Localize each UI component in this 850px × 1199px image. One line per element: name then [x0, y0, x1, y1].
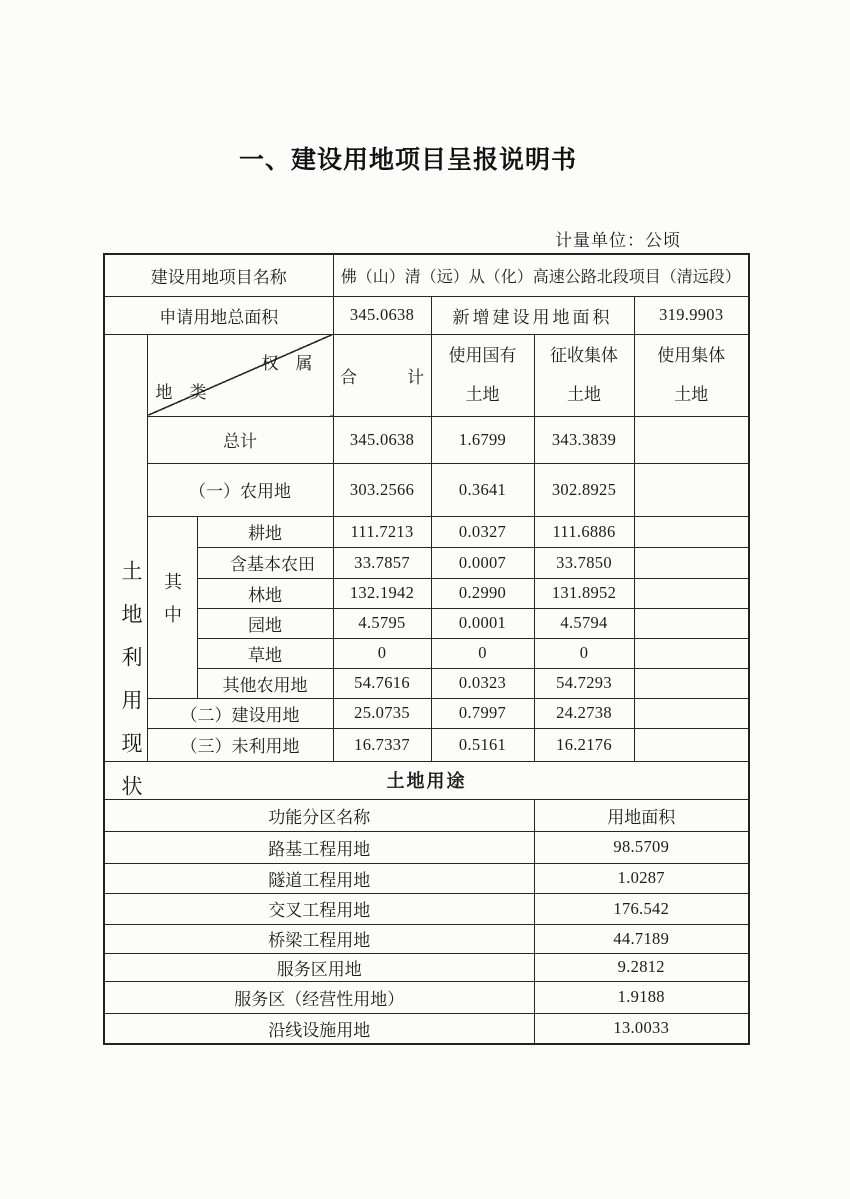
row-label: （三）未利用地 — [147, 728, 333, 761]
new-area-value: 319.9903 — [634, 296, 749, 334]
table-row — [104, 296, 749, 334]
cell-value: 33.7850 — [534, 547, 634, 578]
row-label: 含基本农田 — [197, 547, 333, 578]
usage-name-header: 功能分区名称 — [104, 799, 534, 831]
total-area-value: 345.0638 — [333, 296, 431, 334]
diagonal-ownership-label: 权属 — [261, 353, 330, 373]
total-area-label: 申请用地总面积 — [104, 296, 333, 334]
cell-empty — [634, 698, 749, 728]
usage-row-area: 13.0033 — [534, 1013, 749, 1044]
cell-empty — [634, 416, 749, 463]
project-name-label: 建设用地项目名称 — [104, 254, 333, 296]
cell-empty — [634, 578, 749, 608]
project-name-value: 佛（山）清（远）从（化）高速公路北段项目（清远段） — [333, 254, 749, 296]
new-area-label: 新增建设用地面积 — [431, 296, 634, 334]
cell-value: 16.7337 — [333, 728, 431, 761]
cell-value: 345.0638 — [333, 416, 431, 463]
table-row — [104, 728, 749, 761]
cell-empty — [634, 728, 749, 761]
row-label: 园地 — [197, 608, 333, 638]
table-row — [104, 981, 749, 1013]
cell-value: 111.7213 — [333, 516, 431, 547]
row-label: （二）建设用地 — [147, 698, 333, 728]
cell-value: 132.1942 — [333, 578, 431, 608]
cell-value: 0.0001 — [431, 608, 534, 638]
table-row — [104, 638, 749, 668]
usage-row-name: 沿线设施用地 — [104, 1013, 534, 1044]
row-label: （一）农用地 — [147, 463, 333, 516]
table-header-row — [104, 334, 749, 416]
land-report-table — [103, 253, 750, 1045]
measurement-unit-note: 计量单位：公顷 — [555, 231, 681, 250]
table-row — [104, 831, 749, 863]
cell-value: 0.2990 — [431, 578, 534, 608]
usage-row-name: 交叉工程用地 — [104, 893, 534, 924]
table-row — [104, 863, 749, 893]
diagonal-header-cell — [147, 334, 333, 416]
cell-value: 24.2738 — [534, 698, 634, 728]
usage-row-name: 桥梁工程用地 — [104, 924, 534, 953]
cell-empty — [634, 547, 749, 578]
usage-row-area: 9.2812 — [534, 953, 749, 981]
vertical-label-land-use-status: 土地利用现状 — [119, 560, 143, 818]
cell-value: 16.2176 — [534, 728, 634, 761]
cell-value: 0 — [333, 638, 431, 668]
usage-row-area: 1.0287 — [534, 863, 749, 893]
cell-value: 54.7293 — [534, 668, 634, 698]
row-label: 耕地 — [197, 516, 333, 547]
table-row — [104, 516, 749, 547]
usage-row-name: 路基工程用地 — [104, 831, 534, 863]
cell-value: 0.5161 — [431, 728, 534, 761]
cell-empty — [634, 638, 749, 668]
cell-value: 0.0323 — [431, 668, 534, 698]
table-row — [104, 924, 749, 953]
row-label: 林地 — [197, 578, 333, 608]
row-label: 草地 — [197, 638, 333, 668]
cell-value: 0.7997 — [431, 698, 534, 728]
cell-value: 111.6886 — [534, 516, 634, 547]
land-usage-section-title: 土地用途 — [104, 761, 749, 799]
usage-row-area: 176.542 — [534, 893, 749, 924]
table-row — [104, 608, 749, 638]
cell-value: 0.3641 — [431, 463, 534, 516]
cell-value: 54.7616 — [333, 668, 431, 698]
cell-value: 0 — [534, 638, 634, 668]
cell-value: 302.8925 — [534, 463, 634, 516]
table-row — [104, 416, 749, 463]
usage-row-name: 隧道工程用地 — [104, 863, 534, 893]
cell-value: 4.5794 — [534, 608, 634, 638]
col-header-total: 合计 — [333, 334, 431, 416]
col-header-state-owned: 使用国有 土地 — [431, 334, 534, 416]
usage-row-area: 1.9188 — [534, 981, 749, 1013]
usage-row-area: 44.7189 — [534, 924, 749, 953]
table-row — [104, 668, 749, 698]
usage-row-area: 98.5709 — [534, 831, 749, 863]
table-row — [104, 547, 749, 578]
table-row — [104, 953, 749, 981]
table-row — [104, 1013, 749, 1044]
cell-value: 303.2566 — [333, 463, 431, 516]
table-row — [104, 893, 749, 924]
cell-empty — [634, 608, 749, 638]
row-label: 总计 — [147, 416, 333, 463]
table-header-row — [104, 799, 749, 831]
cell-value: 25.0735 — [333, 698, 431, 728]
col-header-collective-use: 使用集体 土地 — [634, 334, 749, 416]
cell-value: 4.5795 — [333, 608, 431, 638]
col-header-collective-requisition: 征收集体 土地 — [534, 334, 634, 416]
usage-row-name: 服务区（经营性用地） — [104, 981, 534, 1013]
cell-value: 0 — [431, 638, 534, 668]
cell-value: 0.0327 — [431, 516, 534, 547]
cell-empty — [634, 516, 749, 547]
section-header-row — [104, 761, 749, 799]
cell-value: 1.6799 — [431, 416, 534, 463]
cell-value: 33.7857 — [333, 547, 431, 578]
among-which-label: 其中 — [147, 516, 197, 698]
usage-area-header: 用地面积 — [534, 799, 749, 831]
usage-row-name: 服务区用地 — [104, 953, 534, 981]
table-row — [104, 254, 749, 296]
diagonal-landtype-label: 地类 — [155, 382, 224, 402]
cell-value: 131.8952 — [534, 578, 634, 608]
cell-empty — [634, 668, 749, 698]
table-row — [104, 463, 749, 516]
cell-value: 343.3839 — [534, 416, 634, 463]
cell-value: 0.0007 — [431, 547, 534, 578]
table-row — [104, 578, 749, 608]
cell-empty — [634, 463, 749, 516]
row-label: 其他农用地 — [197, 668, 333, 698]
page-title: 一、建设用地项目呈报说明书 — [238, 146, 577, 174]
table-row — [104, 698, 749, 728]
